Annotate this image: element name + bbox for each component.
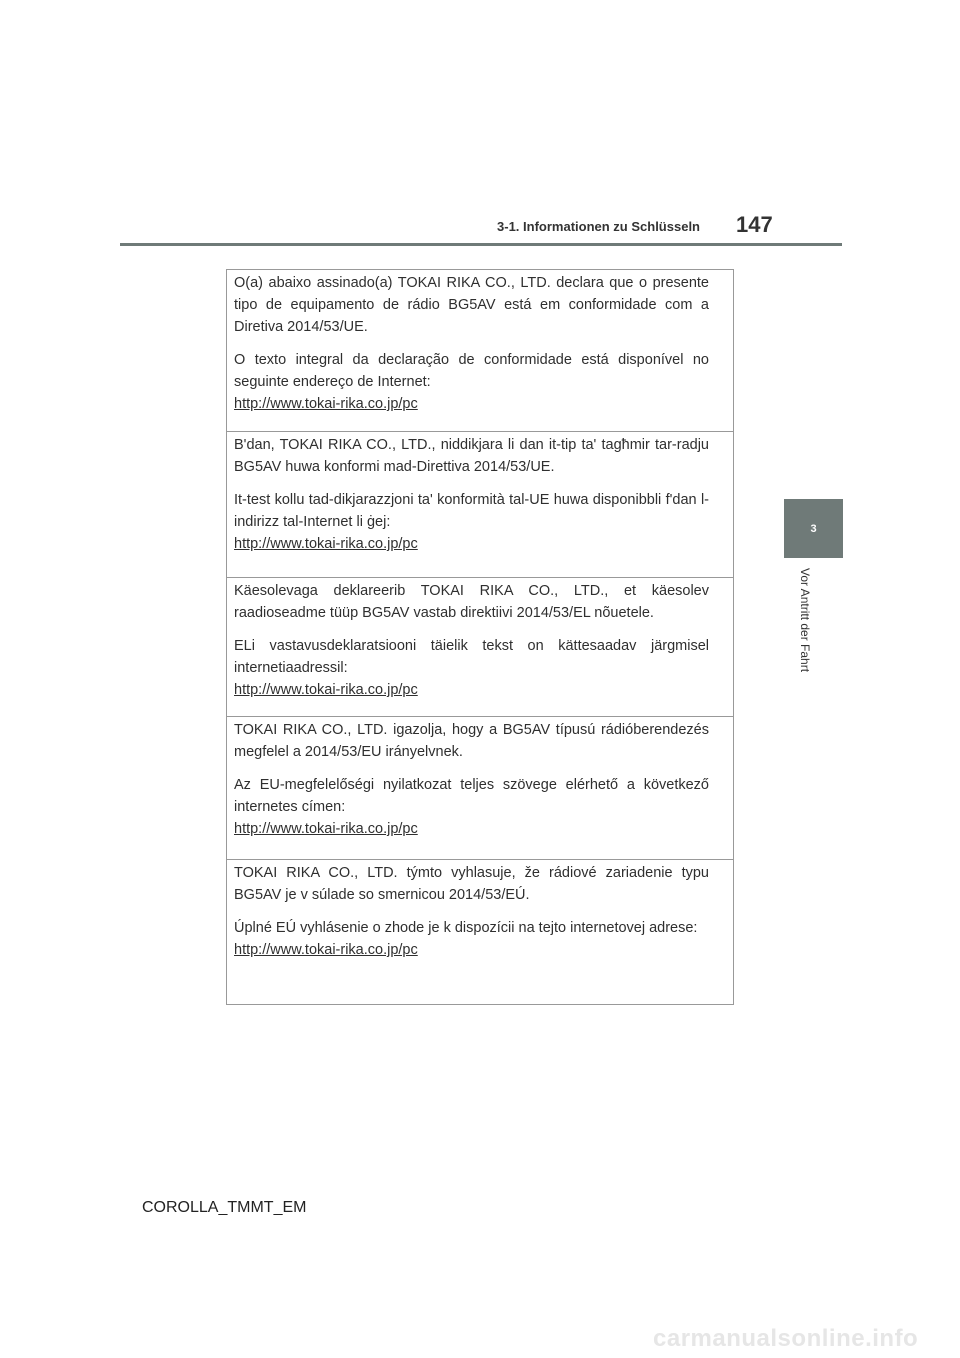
declaration-statement: TOKAI RIKA CO., LTD. týmto vyhlasuje, že rádiové zariadenie typu BG5AV je v súlade so smernicou 2014/53/EÚ. (234, 865, 709, 903)
document-code: COROLLA_TMMT_EM (142, 1199, 307, 1216)
declaration-url-link[interactable]: http://www.tokai-rika.co.jp/pc (234, 396, 418, 412)
declaration-portuguese (227, 269, 733, 415)
declaration-availability: Az EU-megfelelőségi nyilatkozat teljes szövege elérhető a következő internetes címen: (234, 777, 709, 815)
declaration-slovak (227, 859, 733, 961)
declaration-statement: Käesolevaga deklareerib TOKAI RIKA CO., LTD., et käesolev raadioseadme tüüp BG5AV vastab direktiivi 2014/53/EL nõuetele. (234, 583, 709, 621)
watermark: carmanualsonline.info (653, 1325, 919, 1352)
declarations-table (226, 269, 734, 1005)
declaration-statement: TOKAI RIKA CO., LTD. igazolja, hogy a BG5AV típusú rádióberendezés megfelel a 2014/53/EU irányelvnek. (234, 722, 709, 760)
declaration-statement: B'dan, TOKAI RIKA CO., LTD., niddikjara li dan it-tip ta' tagħmir tar-radju BG5AV huwa konformi mad-Direttiva 2014/53/UE. (234, 437, 709, 475)
declaration-availability: Úplné EÚ vyhlásenie o zhode je k dispozícii na tejto internetovej adrese: (234, 920, 698, 936)
declaration-availability: It-test kollu tad-dikjarazzjoni ta' konformità tal-UE huwa disponibbli f'dan l-indirizz tal-Internet li ġej: (234, 492, 709, 530)
declaration-url-link[interactable]: http://www.tokai-rika.co.jp/pc (234, 682, 418, 698)
chapter-tab (784, 499, 843, 558)
declaration-statement: O(a) abaixo assinado(a) TOKAI RIKA CO., LTD. declara que o presente tipo de equipamento de rádio BG5AV está em conformidade com a Diretiva 2014/53/UE. (234, 275, 709, 335)
section-title: 3-1. Informationen zu Schlüsseln (497, 219, 700, 234)
page-number: 147 (736, 212, 773, 237)
declaration-maltese (227, 431, 733, 555)
declaration-estonian (227, 577, 733, 701)
declaration-availability: O texto integral da declaração de conformidade está disponível no seguinte endereço de Internet: (234, 352, 709, 390)
chapter-title: Vor Antritt der Fahrt (798, 568, 812, 673)
header-divider (120, 243, 842, 246)
chapter-number: 3 (810, 522, 817, 535)
declaration-availability: ELi vastavusdeklaratsiooni täielik tekst on kättesaadav järgmisel internetiaadressil: (234, 638, 709, 676)
declaration-url-link[interactable]: http://www.tokai-rika.co.jp/pc (234, 536, 418, 552)
declaration-url-link[interactable]: http://www.tokai-rika.co.jp/pc (234, 942, 418, 958)
declaration-url-link[interactable]: http://www.tokai-rika.co.jp/pc (234, 821, 418, 837)
declaration-hungarian (227, 716, 733, 840)
